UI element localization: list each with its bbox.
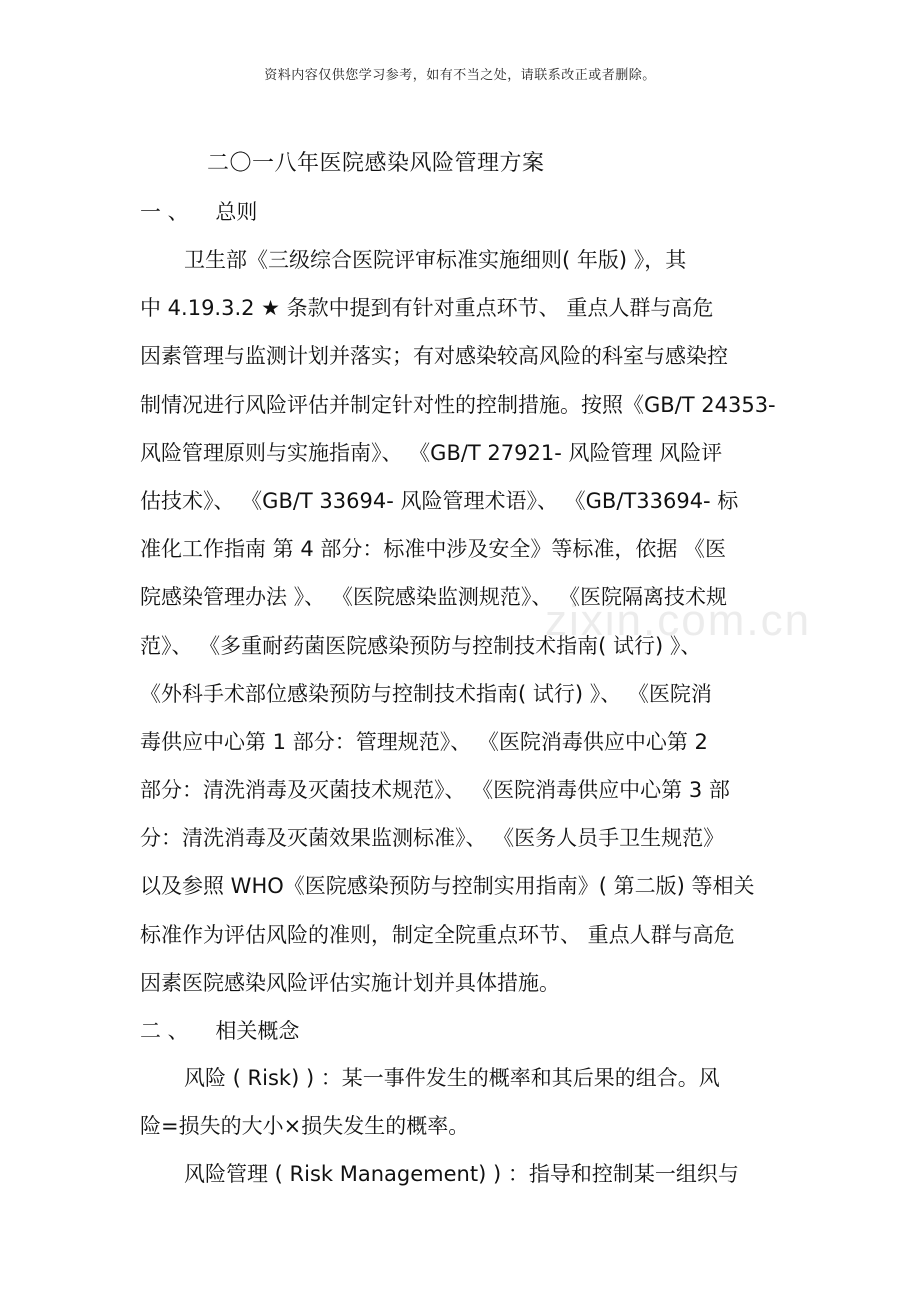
section2-paragraph-risk-management	[140, 1150, 780, 1198]
header-note: 资料内容仅供您学习参考，如有不当之处，请联系改正或者删除。	[264, 68, 656, 83]
paragraph-line: 准化工作指南 第 4 部分：标准中涉及安全》等标准，依据 《医	[140, 537, 727, 562]
paragraph-line: 风险 ( Risk) ) ：某一事件发生的概率和其后果的组合。风	[184, 1066, 720, 1090]
paragraph-line: 标准作为评估风险的准则，制定全院重点环节、 重点人群与高危	[140, 922, 735, 947]
paragraph-line: 制情况进行风险评估并制定针对性的控制措施。按照《GB/T 24353-	[140, 392, 776, 417]
paragraph-line: 中 4.19.3.2 ★ 条款中提到有针对重点环节、 重点人群与高危	[140, 296, 714, 321]
paragraph-line: 以及参照 WHO《医院感染预防与控制实用指南》( 第二版) 等相关	[140, 874, 755, 899]
paragraph-line: 风险管理 ( Risk Management) ) ：指导和控制某一组织与	[184, 1162, 739, 1186]
paragraph-line: 部分：清洗消毒及灭菌技术规范》、 《医院消毒供应中心第 3 部	[140, 778, 730, 803]
paragraph-line: 毒供应中心第 1 部分：管理规范》、 《医院消毒供应中心第 2	[140, 729, 708, 754]
section2-paragraph-risk	[140, 1054, 780, 1150]
document-title: 二〇一八年医院感染风险管理方案	[207, 151, 545, 176]
paragraph-line: 险=损失的大小×损失发生的概率。	[140, 1114, 470, 1139]
section-heading-concepts: 二 、 相关概念	[140, 1019, 300, 1043]
section1-paragraph	[140, 236, 780, 1007]
paragraph-line: 院感染管理办法 》、 《医院感染监测规范》、 《医院隔离技术规	[140, 585, 728, 610]
paragraph-line: 因素医院感染风险评估实施计划并具体措施。	[140, 970, 560, 995]
paragraph-line: 卫生部《三级综合医院评审标准实施细则( 年版) 》，其	[184, 248, 687, 272]
paragraph-line: 《外科手术部位感染预防与控制技术指南( 试行) 》、 《医院消	[140, 681, 712, 706]
section-heading-general: 一 、 总则	[140, 200, 258, 224]
paragraph-line: 估技术》、 《GB/T 33694- 风险管理术语》、 《GB/T33694- 标	[140, 488, 739, 513]
watermark: zixin.com.cn	[545, 596, 812, 645]
paragraph-line: 风险管理原则与实施指南》、 《GB/T 27921- 风险管理 风险评	[140, 440, 723, 465]
paragraph-line: 分：清洗消毒及灭菌效果监测标准》、 《医务人员手卫生规范》	[140, 826, 725, 851]
paragraph-line: 因素管理与监测计划并落实；有对感染较高风险的科室与感染控	[140, 344, 728, 369]
paragraph-line: 范》、 《多重耐药菌医院感染预防与控制技术指南( 试行) 》、	[140, 633, 702, 658]
